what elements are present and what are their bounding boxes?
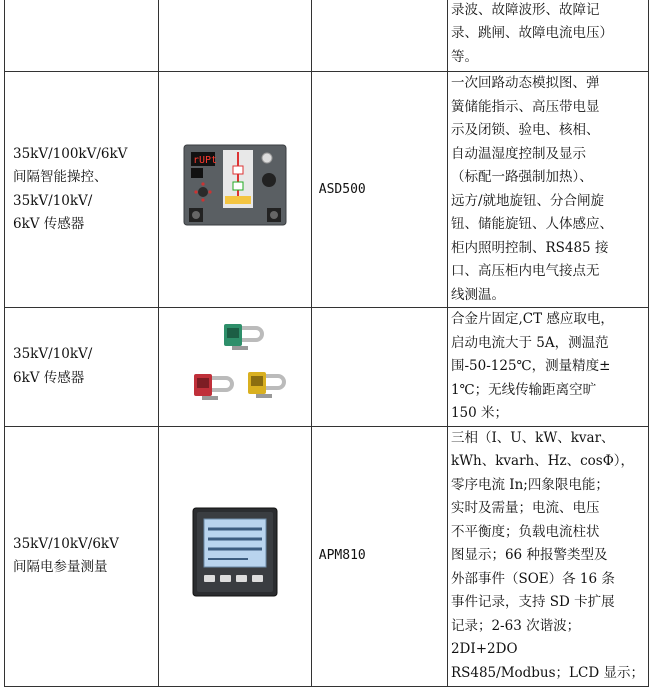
desc-line: 事件记录，支持 SD 卡扩展 <box>450 594 615 611</box>
model-cell <box>311 308 447 427</box>
table-row <box>5 426 649 686</box>
table-row <box>5 0 649 72</box>
desc-cell <box>447 72 648 308</box>
desc-cell <box>447 308 648 427</box>
desc-line: 图显示；66 种报警类型及 <box>450 547 608 564</box>
desc-line: 钮、储能旋钮、人体感应、 <box>450 216 613 232</box>
desc-line: 录波、故障波形、故障记 <box>450 1 600 18</box>
desc-line: 录、跳闸、故障电流电压） <box>450 25 613 42</box>
desc-line: 1℃；无线传输距离空旷 <box>450 381 597 398</box>
wireless-temp-sensor-image <box>180 314 290 412</box>
desc-line: 合金片固定,CT 感应取电， <box>450 311 614 327</box>
product-table <box>4 0 649 687</box>
model-label: ASD500 <box>318 181 366 197</box>
name-cell <box>5 426 159 686</box>
desc-line: 实时及需量；电流、电压 <box>450 500 600 517</box>
name-line: 间隔电参量测量 <box>13 559 108 575</box>
name-cell <box>5 72 159 308</box>
desc-line: 零序电流 In;四象限电能； <box>450 476 609 493</box>
yellow-sensor <box>248 372 284 398</box>
desc-line: 记录；2-63 次谐波； <box>450 617 581 634</box>
table-row <box>5 308 649 427</box>
desc-line: 簧储能指示、高压带电显 <box>450 98 600 115</box>
name-line: 6kV 传感器 <box>13 369 85 386</box>
model-label: APM810 <box>318 548 366 564</box>
desc-line: 围-50-125℃，测量精度± <box>450 358 611 374</box>
name-line: 6kV 传感器 <box>13 216 85 232</box>
desc-line: 等。 <box>450 48 478 65</box>
desc-line: 自动温湿度控制及显示 <box>450 145 586 162</box>
desc-line: 线测温。 <box>450 286 505 303</box>
name-line: 35kV/10kV/6kV <box>13 535 119 552</box>
image-cell <box>158 426 311 686</box>
desc-line: 不平衡度；负载电流柱状 <box>450 523 600 540</box>
device-display-text: rUPt <box>192 155 217 167</box>
desc-line: 150 米； <box>450 405 509 421</box>
name-line: 35kV/10kV/ <box>13 346 93 363</box>
desc-cell <box>447 0 648 72</box>
image-cell <box>158 72 311 308</box>
desc-line: 外部事件（SOE）各 16 条 <box>450 570 615 587</box>
table-row <box>5 72 649 308</box>
model-cell <box>311 72 447 308</box>
desc-line: 示及闭锁、验电、核相、 <box>450 122 600 138</box>
desc-line: 口、高压柜内电气接点无 <box>450 263 600 279</box>
model-cell <box>311 426 447 686</box>
apm810-meter-image <box>192 507 278 597</box>
image-cell <box>158 308 311 427</box>
desc-line: RS485/Modbus；LCD 显示； <box>450 664 644 681</box>
green-sensor <box>224 324 262 350</box>
image-cell <box>158 0 311 72</box>
model-cell <box>311 0 447 72</box>
asd500-device-image <box>183 144 287 226</box>
desc-line: 远方/就地旋钮、分合闸旋 <box>450 192 605 209</box>
name-cell <box>5 308 159 427</box>
desc-line: 三相（I、U、kW、kvar、 <box>450 429 615 446</box>
desc-line: 一次回路动态模拟图、弹 <box>450 75 600 91</box>
desc-line: （标配一路强制加热）、 <box>450 169 593 185</box>
desc-line: 启动电流大于 5A，测温范 <box>450 334 609 351</box>
name-cell <box>5 0 159 72</box>
name-line: 间隔智能操控、 <box>13 169 108 185</box>
name-line: 35kV/100kV/6kV <box>13 145 128 162</box>
desc-line: kWh、kvarh、Hz、cosΦ）， <box>450 453 635 470</box>
desc-line: 柜内照明控制、RS485 接 <box>450 239 609 256</box>
desc-line: 2DI+2DO <box>450 641 518 658</box>
red-sensor <box>194 374 232 400</box>
name-line: 35kV/10kV/ <box>13 192 93 209</box>
desc-cell <box>447 426 648 686</box>
